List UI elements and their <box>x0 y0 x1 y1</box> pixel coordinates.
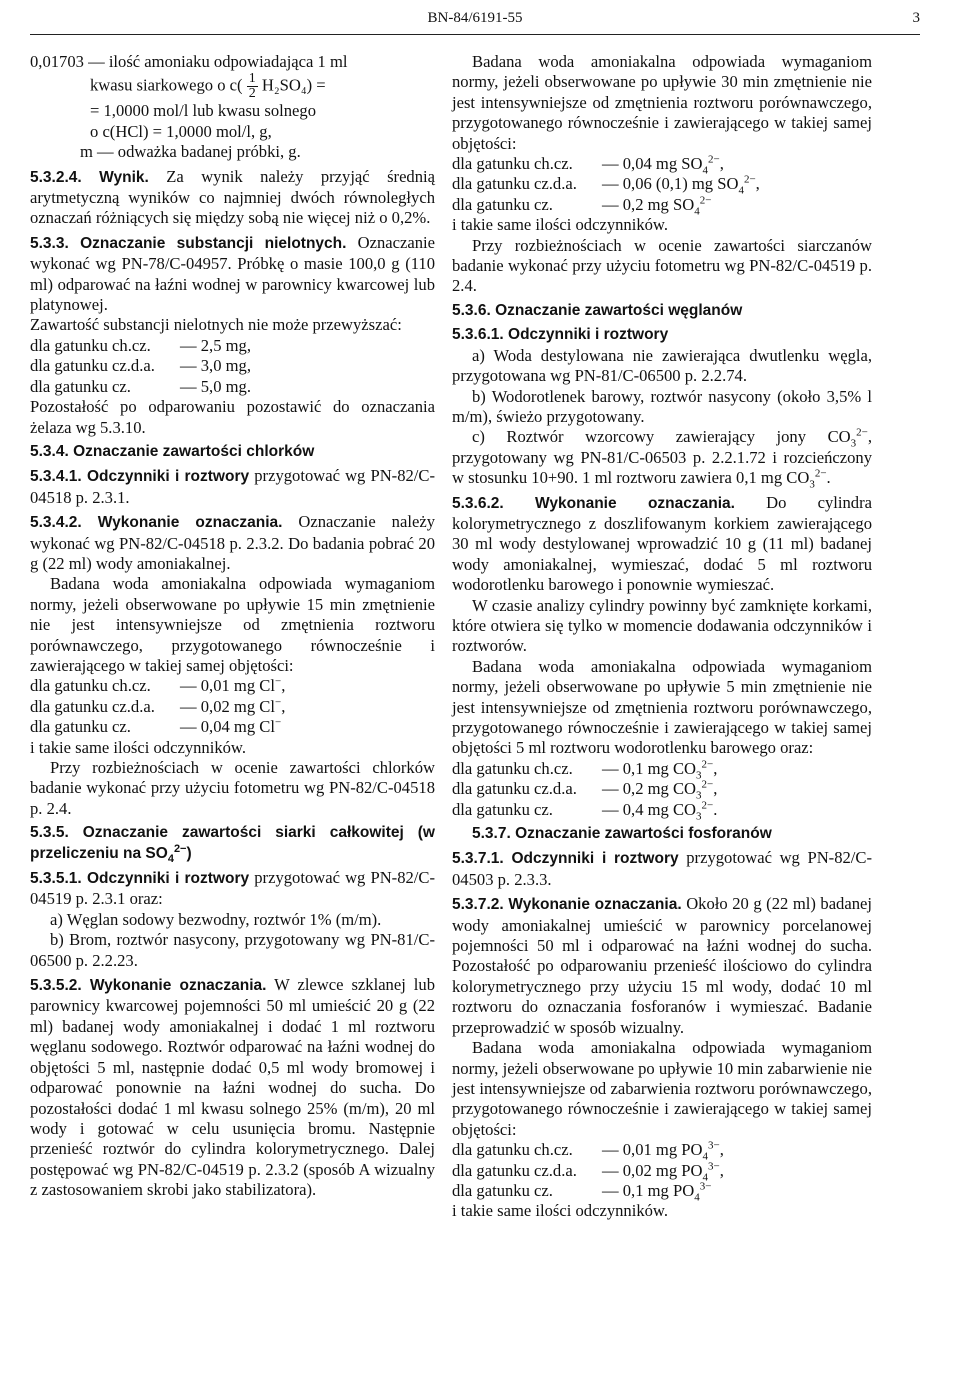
s533-p3: Pozostałość po odparowaniu pozostawić do oznaczania żelaza wg 5.3.10. <box>30 397 435 437</box>
limit-row <box>452 173 872 197</box>
fraction-denominator: 2 <box>248 86 256 102</box>
grade-label: dla gatunku cz. <box>30 717 131 737</box>
grade-value: — 0,2 mg $SO_4^{2-}$ <box>602 194 712 218</box>
limit-row <box>452 1139 872 1163</box>
grade-value: — 0,1 mg $CO_3^{2-}$, <box>602 758 718 782</box>
formula-line-3: = 1,0000 mol/l lub kwasu solnego <box>90 101 316 121</box>
section-text: Do cylindra kolorymetrycznego z doszlifowanym korkiem zawierającego 30 ml wody destylowanej wprowadzić 10 g (11 ml) badanej wody amoniakalnej, wymieszać, dodać 5 ml roztworu wodorotlenku barowego i ponownie wymieszać. <box>452 492 872 595</box>
document-code: BN-84/6191-55 <box>427 10 523 26</box>
section-text: Oznaczanie wykonać wg PN-78/C-04957. Próbkę o masie 100,0 g (110 ml) odparować na łaźni wodnej w parownicy kwarcowej lub platynowej. <box>30 232 435 315</box>
s536-heading: 5.3.6. Oznaczanie zawartości węglanów <box>452 301 743 319</box>
limit-row <box>30 697 435 717</box>
formula-line-2 <box>30 72 435 101</box>
grade-label: dla gatunku cz. <box>452 194 553 214</box>
section-heading: 5.3.3. Oznaczanie substancji nielotnych. <box>30 234 347 252</box>
fraction-numerator: 1 <box>248 71 256 87</box>
section-text: przygotować wg PN-82/C-04519 p. 2.3.1 oraz: <box>30 868 435 909</box>
formula-line-5: m — odważka badanej próbki, g. <box>80 142 301 162</box>
formula-text: kwasu siarkowego o c( <box>90 75 243 95</box>
s533-p2: Zawartość substancji nielotnych nie może przewyższać: <box>30 315 402 335</box>
s5352-paragraph <box>30 975 435 1200</box>
s5361-b: b) Wodorotlenek barowy, roztwór nasycony (około 3,5% l m/m), świeżo przygotowany. <box>452 386 872 426</box>
grade-label: dla gatunku ch.cz. <box>452 758 573 778</box>
fraction <box>247 72 258 101</box>
section-heading: 5.3.6.2. Wykonanie oznaczania. <box>452 494 735 512</box>
limit-row <box>452 1180 872 1204</box>
grade-value: — 0,1 mg $PO_4^{3-}$ <box>602 1180 712 1204</box>
s533-paragraph <box>30 233 435 316</box>
limit-row <box>30 676 435 696</box>
s5361-a: a) Woda destylowana nie zawierająca dwutlenku węgla, przygotowana wg PN-81/C-06500 p. 2.2.74. <box>452 345 872 386</box>
grade-value: — 0,04 mg Cl− <box>180 716 282 737</box>
s5362-p2: W czasie analizy cylindry powinny być zamknięte korkami, które otwiera się tylko w momencie dodawania odczynników i roztworów. <box>452 595 872 656</box>
grade-value: — 0,4 mg $CO_3^{2-}$. <box>602 799 718 822</box>
formula-text: H₂SO₄) = <box>261 75 326 95</box>
section-heading: 5.3.7.1. Odczynniki i roztwory <box>452 850 679 868</box>
grade-value: — 0,04 mg $SO_4^{2-}$, <box>602 153 724 177</box>
right-column <box>452 52 872 1222</box>
grade-label: dla gatunku ch.cz. <box>30 335 151 355</box>
grade-value: — 0,06 (0,1) mg $SO_4^{2-}$, <box>602 173 760 197</box>
s5351-a: a) Węglan sodowy bezwodny, roztwór 1% (m/m). <box>50 909 382 929</box>
limit-row <box>452 758 872 782</box>
s5371-paragraph <box>452 848 872 890</box>
s5372-paragraph <box>452 894 872 1038</box>
carbonate-limits <box>452 759 872 820</box>
section-heading: 5.3.5.2. Wykonanie oznaczania. <box>30 977 267 995</box>
s533-limits <box>30 336 435 397</box>
limit-row <box>452 800 872 820</box>
section-text: Około 20 g (22 ml) badanej wody amoniakalnej umieścić w parownicy porcelanowej pojemności 50 ml i odparować na łaźni wodnej do sucha. Pozostałość po odparowaniu przenieść ilościowo do cylindra kolorymetrycznego przy użyciu 15 ml wody, dodać 10 ml roztworu do oznaczania fosforanów i wymieszać. Badanie przeprowadzić w sposób wizualny. <box>452 894 872 1037</box>
grade-value: — 2,5 mg, <box>180 335 251 355</box>
s537-heading: 5.3.7. Oznaczanie zawartości fosforanów <box>472 825 772 843</box>
s5361-c: c) Roztwór wzorcowy zawierający jony $CO_3^{2-}$, przygotowany wg PN-81/C-06503 p. 2.2.1.72 i rozcieńczony w stosunku 10+90. 1 ml roztworu zawiera 0,1 mg $CO_3^{2-}$. <box>452 426 872 491</box>
limit-row <box>452 153 872 177</box>
sulfate-p3: Przy rozbieżnościach w ocenie zawartości siarczanów badanie wykonać przy użyciu fotometru wg PN-82/C-04519 p. 2.4. <box>452 235 872 296</box>
grade-label: dla gatunku ch.cz. <box>452 154 573 174</box>
section-text: przygotować wg PN-82/C-04518 p. 2.3.1. <box>30 466 435 507</box>
sulfate-paragraph: Badana woda amoniakalna odpowiada wymaganiom normy, jeżeli obserwowane po upływie 30 min zmętnienie nie jest intensywniejsze od zmętnienia roztworu porównawczego, przygotowanego równocześnie i zawierającego w takiej samej objętości: <box>452 52 872 153</box>
s5351-b: b) Brom, roztwór nasycony, przygotowany wg PN-81/C-06500 p. 2.2.23. <box>30 930 435 970</box>
grade-value: — 5,0 mg. <box>180 376 251 396</box>
section-text: przygotować wg PN-82/C-04503 p. 2.3.3. <box>452 848 872 889</box>
grade-label: dla gatunku cz.d.a. <box>452 779 577 799</box>
grade-label: dla gatunku cz.d.a. <box>452 174 577 194</box>
section-text: W zlewce szklanej lub parownicy kwarcowej pojemności 50 ml umieścić 20 g (22 ml) badanej wody amoniakalnej i dodać 1 ml roztworu węglanu sodowego. Roztwór odparować na łaźni wodnej do objętości 5 ml, następnie dodać 0,5 ml wody bromowej i odparować ponownie na łaźni wodnej do sucha. Do pozostałości dodać 1 ml kwasu solnego 25% (m/m), 20 ml wody i gotować w celu usunięcia bromu. Następnie przenieść roztwór do cylindra kolorymetrycznego. Dalej postępować wg PN-82/C-04519 p. 2.3.2 (sposób A wizualny z zastosowaniem skrobi jako stabilizatora). <box>30 975 435 1200</box>
phosphate-limits <box>452 1139 872 1204</box>
grade-label: dla gatunku ch.cz. <box>30 676 151 696</box>
limit-row <box>30 356 435 376</box>
s5362-p3: Badana woda amoniakalna odpowiada wymaganiom normy, jeżeli obserwowane po upływie 5 min zmętnienie nie jest intensywniejsze od zmętnienia roztworu porównawczego, przygotowanego równocześnie i zawierającego w takiej samej objętości 5 ml roztworu wodorotlenku barowego oraz: <box>452 656 872 758</box>
grade-label: dla gatunku cz. <box>452 1180 553 1200</box>
s5342-p3: i takie same ilości odczynników. <box>30 737 246 757</box>
s5361-heading: 5.3.6.1. Odczynniki i roztwory <box>452 326 669 344</box>
chloride-limits <box>30 676 435 737</box>
limit-row <box>452 778 872 802</box>
s534-heading: 5.3.4. Oznaczanie zawartości chlorków <box>30 442 315 460</box>
section-text: Oznaczanie należy wykonać wg PN-82/C-04518 p. 2.3.2. Do badania pobrać 20 g (22 ml) wody amoniakalnej. <box>30 512 435 573</box>
s5351-paragraph <box>30 868 435 910</box>
s535-heading: 5.3.5. Oznaczanie zawartości siarki całkowitej (w przeliczeniu na $SO_4^{2-}$) <box>30 824 435 865</box>
grade-value: — 3,0 mg, <box>180 356 251 376</box>
grade-label: dla gatunku cz.d.a. <box>30 356 155 376</box>
sulfate-p2: i takie same ilości odczynników. <box>452 215 668 235</box>
s5362-paragraph <box>452 493 872 596</box>
s5342-p4: Przy rozbieżnościach w ocenie zawartości chlorków badanie wykonać przy użyciu fotometru wg PN-82/C-04518 p. 2.4. <box>30 758 435 818</box>
grade-label: dla gatunku cz.d.a. <box>30 696 155 716</box>
section-heading: 5.3.4.1. Odczynniki i roztwory <box>30 468 250 486</box>
grade-value: — 0,01 mg Cl−, <box>180 675 286 696</box>
section-text: Za wynik należy przyjąć średnią arytmetyczną wyników co najmniej dwóch równoległych oznaczań różniących się między sobą nie więcej niż o 0,2%. <box>30 166 436 228</box>
s5342-paragraph <box>30 512 435 574</box>
section-heading: 5.3.5.1. Odczynniki i roztwory <box>30 870 250 888</box>
grade-value: — 0,2 mg $CO_3^{2-}$, <box>602 778 718 802</box>
s5372-p2: Badana woda amoniakalna odpowiada wymaganiom normy, jeżeli obserwowane po upływie 10 min zabarwienie nie jest intensywniejsze od zabarwienia roztworu porównawczego, przygotowanego równocześnie i zawierającego w takiej samej objętości: <box>452 1038 872 1139</box>
section-heading: 5.3.4.2. Wykonanie oznaczania. <box>30 514 283 532</box>
section-number: 5.3.2.4. <box>30 168 82 186</box>
limit-row <box>30 336 435 356</box>
wynik-paragraph <box>30 167 435 229</box>
limit-row <box>30 377 435 397</box>
closing-text: i takie same ilości odczynników. <box>452 1201 668 1221</box>
formula-line-1: 0,01703 — ilość amoniaku odpowiadająca 1 ml <box>30 52 348 71</box>
grade-value: — 0,02 mg Cl−, <box>180 696 286 716</box>
s5341-paragraph <box>30 466 435 508</box>
limit-row <box>452 194 872 218</box>
grade-label: dla gatunku cz.d.a. <box>452 1160 577 1180</box>
sulfate-limits <box>452 153 872 218</box>
grade-label: dla gatunku ch.cz. <box>452 1140 573 1160</box>
section-title: Wynik. <box>99 168 149 186</box>
s5342-p2: Badana woda amoniakalna odpowiada wymaganiom normy, jeżeli obserwowane po upływie 15 min zmętnienie nie jest intensywniejsze od zmętnienia roztworu porównawczego, przygotowanego równocześnie i zawierającego w takiej samej objętości: <box>30 574 435 675</box>
left-column <box>30 52 435 1201</box>
limit-row <box>30 717 435 737</box>
page-header <box>30 8 920 35</box>
grade-label: dla gatunku cz. <box>30 376 131 396</box>
grade-value: — 0,01 mg $PO_4^{3-}$, <box>602 1139 724 1163</box>
page-number: 3 <box>912 10 920 26</box>
section-heading: 5.3.7.2. Wykonanie oznaczania. <box>452 896 682 914</box>
formula-line-4: o c(HCl) = 1,0000 mol/l, g, <box>90 121 272 141</box>
limit-row <box>452 1161 872 1181</box>
grade-label: dla gatunku cz. <box>452 799 553 819</box>
grade-value: — 0,02 mg $PO_4^{3-}$, <box>602 1160 724 1183</box>
